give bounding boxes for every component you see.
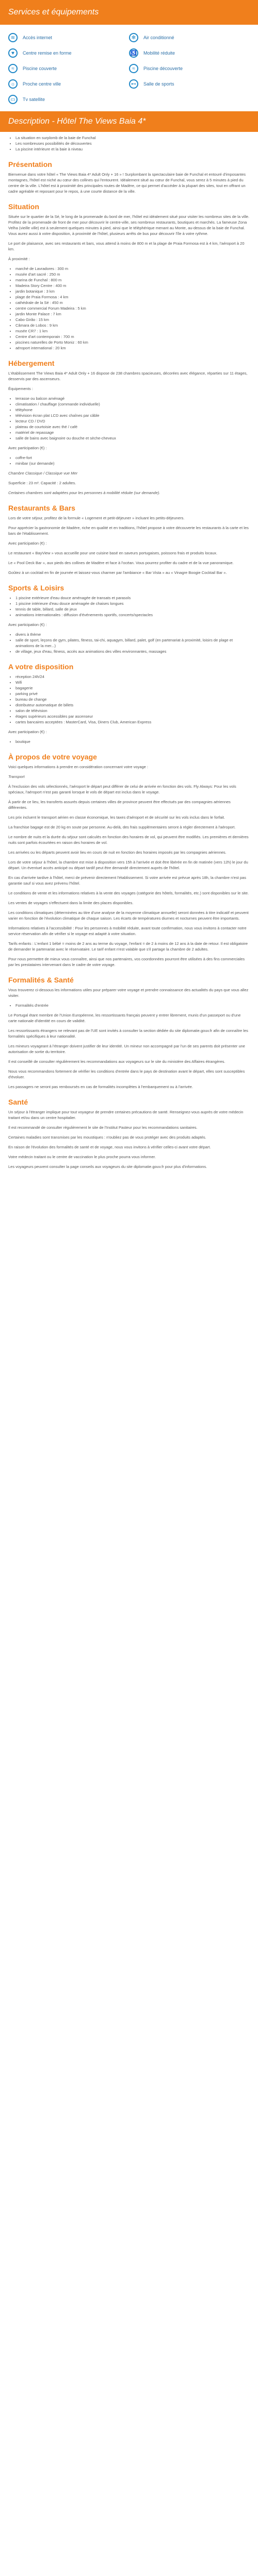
equip-intro: Équipements : <box>8 386 33 391</box>
amenity-label: Centre remise en forme <box>23 50 72 56</box>
disposition-item: • cartes bancaires acceptées : MasterCard, Visa, Diners Club, American Express <box>15 719 250 725</box>
nearby-item: • musée d'art sacré : 250 m <box>15 272 250 277</box>
restaurants-text: Lors de votre séjour, profitez de la formule « Logement et petit-déjeuner » incluant les petits-déjeuners. <box>8 516 185 520</box>
presentation-title: Présentation <box>8 160 52 168</box>
formalites-text-5: Il est conseillé de consulter régulièrement les recommandations aux voyageurs sur le site du ministère des Affaires étrangères. <box>8 1059 225 1064</box>
presentation-text: Bienvenue dans votre hôtel « The Views Baia 4* Adult Only + 16 » ! Surplombant la spectaculaire baie de Funchal et entouré d'imposantes montagnes, l'hôtel est niché au cœur des collines qui l'entourent. Idéalement situé au cœur de Funchal, vous serez à 5 minutes à pied du centre de la ville. L'hôtel est à proximité des principales routes de Madère, ce qui permet d'accéder à la plupart des sites, tout en offrant un cadre agréable et reposant pour le repos, à une courte distance de la ville. <box>8 172 246 194</box>
restaurants-text-4: Le « Pool Deck Bar », aux pieds des collines de Madère et face à l'océan. Vous pourrez profiter du cadre et de la vue panoramique. <box>8 561 234 565</box>
nearby-item: • aéroport international : 20 km <box>15 345 250 351</box>
amenity-item <box>129 30 250 45</box>
restaurants-text-2: Pour apprécier la gastronomie de Madère, riche en qualité et en traditions, l'hôtel propose à votre découverte les restaurants à la carte et les bars de l'établissement. <box>8 526 249 536</box>
transport-title: Transport <box>8 774 25 779</box>
supplement-item: • coffre-fort <box>15 455 250 461</box>
nearby-list <box>8 266 250 351</box>
nearby-item: • marché de Lavradores : 300 m <box>15 266 250 272</box>
amenity-item <box>8 45 129 61</box>
equipment-item: • téléphone <box>15 407 250 413</box>
disposition-supp-item: • boutique <box>15 739 250 744</box>
sante-text-3: Certaines maladies sont transmises par les moustiques : n'oubliez pas de vous protéger avec des produits adaptés. <box>8 1135 206 1140</box>
sports-title: Sports & Loisirs <box>8 584 64 592</box>
sports-supp-list <box>8 632 250 654</box>
equipment-item: • télévision écran plat LCD avec chaînes par câble <box>15 413 250 418</box>
wifi-icon: ≋ <box>8 33 18 42</box>
formalites-item: • Formalités d'entrée <box>15 1003 250 1008</box>
equipment-item: • terrasse ou balcon aménagé <box>15 396 250 401</box>
apropos-text-12: Les conditions climatiques (déterminées au titre d'une analyse de la moyenne climatique annuelle) seront données à titre indicatif et peuvent varier en fonction de l'évolution climatique de chaque saison. Les écarts de températures diurnes et nocturnes peuvent être importants. <box>8 910 249 921</box>
nearby-item: • plage de Praia Formosa : 4 km <box>15 294 250 300</box>
amenity-label: Air conditionné <box>143 35 174 40</box>
equipment-item: • salle de bains avec baignoire ou douche et sèche-cheveux <box>15 435 250 441</box>
apropos-text-9: En cas d'arrivée tardive à l'hôtel, merci de prévenir directement l'établissement. Si votre arrivée est prévue après 18h, la chambre n'est pas garantie sauf si vous avez prévenu l'hôtel. <box>8 875 246 886</box>
highlight-item: • La situation en surplomb de la baie de Funchal <box>15 135 250 141</box>
nearby-item: • piscines naturelles de Porto Moniz : 60 km <box>15 340 250 345</box>
sports-list <box>8 595 250 618</box>
sport-item: • animations internationales : diffusion d'événements sportifs, concerts/spectacles <box>15 612 250 618</box>
equipment-item: • lecteur CD / DVD <box>15 418 250 424</box>
room-equipment-list <box>8 396 250 441</box>
nearby-item: • Centre d'art contemporain : 700 m <box>15 334 250 340</box>
amenity-label: Accès internet <box>23 35 53 40</box>
amenity-item <box>8 76 129 92</box>
amenity-label: Piscine découverte <box>143 66 183 71</box>
disposition-item: • Wifi <box>15 680 250 685</box>
supplement-item: • minibar (sur demande) <box>15 461 250 466</box>
apropos-text-3: À partir de ce lieu, les transferts assurés depuis certaines villes de province peuvent être effectués par des compagnies aériennes différentes. <box>8 800 231 810</box>
nearby-item: • marina de Funchal : 800 m <box>15 277 250 283</box>
amenity-item <box>129 61 250 76</box>
situation-title: Situation <box>8 202 39 211</box>
disposition-item: • réception 24h/24 <box>15 674 250 680</box>
pool-icon: ≈ <box>129 64 138 73</box>
disposition-list <box>8 674 250 725</box>
disposition-item: • étages supérieurs accessibles par ascenseur <box>15 714 250 719</box>
description-title: Description - Hôtel The Views Baia 4* <box>0 111 258 132</box>
sport-supp-item: • de village, jeux d'eau, fitness, accès aux animations des villes environnantes, massages <box>15 649 250 654</box>
formalites-text-6: Nous vous recommandons fortement de vérifier les conditions d'entrée dans le pays de destination avant le départ, elles sont susceptibles d'évoluer. <box>8 1069 245 1079</box>
nearby-item: • Madeira Story Centre : 400 m <box>15 283 250 289</box>
pool-icon: ≈ <box>8 64 18 73</box>
sante-text-2: Il est recommandé de consulter régulièrement le site de l'Institut Pasteur pour les recommandations sanitaires. <box>8 1125 198 1130</box>
sports-supp: Avec participation (€) : <box>8 622 47 627</box>
apropos-text-10: Le conditions de vente et les informations relatives à la vente des voyages (catégorie des hôtels, formalités, etc.) sont disponibles sur le site. <box>8 891 249 895</box>
situation-text: Située sur le quartier de la Sé, le long de la promenade du bord de mer, l'hôtel est idéalement situé pour visiter les nombreux sites de la ville. Profitez de la promenade de front de mer pour découvrir le centre-ville, ses nombreux restaurants, boutiques et marchés. La fameuse Zona Velha (vieille ville) est à seulement quelques minutes à pied, ainsi que le téléphérique menant au Monte, au-dessus de la baie de Funchal. Vous aurez aussi à votre disposition, à proximité de l'hôtel, plusieurs arrêts de bus pour découvrir l'île à votre rythme. <box>8 214 250 236</box>
disposition-supp: Avec participation (€) : <box>8 730 47 734</box>
formalites-text-2: Le Portugal étant membre de l'Union Européenne, les ressortissants français peuvent y entrer librement, munis d'un passeport ou d'une carte nationale d'identité en cours de validité. <box>8 1013 241 1023</box>
amenity-label: Tv satellite <box>23 97 45 102</box>
disposition-item: • parking privé <box>15 691 250 697</box>
apropos-text-5: La franchise bagage est de 20 kg en soute par personne. Au-delà, des frais supplémentaires seront à régler directement à l'aéroport. <box>8 825 236 829</box>
apropos-text-2: À l'exclusion des vols sélectionnés, l'aéroport le départ peut différer de celui de arrivée en fonction des vols. Fly Always: Pour les vols spéciaux, l'aéroport n'est pas garanti lorsque le vols de départ est inclus dans le voyage. <box>8 784 236 794</box>
equipment-item: • matériel de repassage <box>15 430 250 435</box>
apropos-text-11: Les ventes de voyages s'effectuent dans la limite des places disponibles. <box>8 901 134 905</box>
restaurants-title: Restaurants & Bars <box>8 504 75 512</box>
apropos-text-13: Informations relatives à l'accessibilité : Pour les personnes à mobilité réduite, avant toute confirmation, nous vous invitons à contacter notre service réservation afin de vérifier si le voyage est adapté à votre situation. <box>8 926 247 936</box>
disposition-item: • bureau de change <box>15 697 250 702</box>
amenity-item <box>8 61 129 76</box>
sante-text-6: Les voyageurs peuvent consulter la page conseils aux voyageurs du site diplomatie.gouv.fr pour plus d'informations. <box>8 1164 207 1169</box>
sport-supp-item: • salle de sport, leçons de gym, pilates, fitness, tai-chi, aquagym, billard, palet, golf (en partenariat à proximité, loisirs de plage et animations de la mer...) <box>15 637 250 649</box>
apropos-text: Voici quelques informations à prendre en considération concernant votre voyage : <box>8 765 148 769</box>
beach-icon: ☼ <box>8 79 18 89</box>
nearby-item: • centre commercial Forum Madeira : 5 km <box>15 306 250 311</box>
nearby-item: • jardin botanique : 3 km <box>15 289 250 294</box>
sport-item: • 1 piscine extérieure d'eau douce aménagée de transats et parasols <box>15 595 250 601</box>
amenity-item <box>8 30 129 45</box>
amenity-label: Salle de sports <box>143 81 174 87</box>
nearby-item: • Câmara de Lobos : 9 km <box>15 323 250 328</box>
equipment-item: • climatisation / chauffage (commande individuelle) <box>15 401 250 407</box>
fitness-icon: ♥ <box>8 48 18 58</box>
highlight-item: • La piscine intérieure et la baie à niveau <box>15 146 250 152</box>
formalites-text-4: Les mineurs voyageant à l'étranger doivent justifier de leur identité. Un mineur non accompagné par l'un de ses parents doit présenter une autorisation de sortie du territoire. <box>8 1044 245 1054</box>
sport-item: • tennis de table, billard, salle de jeux <box>15 606 250 612</box>
description-section <box>0 132 258 1170</box>
sante-text: Un séjour à l'étranger implique pour tout voyageur de prendre certaines précautions de santé. Renseignez-vous auprès de votre médecin traitant et/ou dans un centre hospitalier. <box>8 1110 244 1120</box>
nearby-item: • musée CR7 : 1 km <box>15 328 250 334</box>
situation-text-2: Le port de plaisance, avec ses restaurants et bars, vous attend à moins de 800 m et la plage de Praia Formosa est à 4 km, l'aéroport à 20 km. <box>8 241 245 251</box>
amenity-label: Mobilité réduite <box>143 50 175 56</box>
snowflake-icon: ✻ <box>129 33 138 42</box>
dumbbell-icon: ⊷ <box>129 79 138 89</box>
nearby-item: • jardin Monte Palace : 7 km <box>15 311 250 317</box>
formalites-list <box>8 1003 250 1008</box>
disposition-item: • distributeur automatique de billets <box>15 702 250 708</box>
room-supplement-list <box>8 455 250 466</box>
restaurants-text-3: Le restaurant « BayView » vous accueille pour une cuisine basé en saveurs portugaises, poissons frais et produits locaux. <box>8 551 218 555</box>
disposition-item: • salon de télévision <box>15 708 250 714</box>
restaurants-text-5: Goûtez à un cocktail en fin de journée et laissez-vous charmer par l'ambiance « Bar Vista » au « Vinagre Boogie Cocktail Bar ». <box>8 570 227 575</box>
wheelchair-icon: ♿ <box>129 48 138 58</box>
rooms-type: Chambre Classique / Classique vue Mer <box>8 471 78 476</box>
services-title: Services et équipements <box>0 0 258 25</box>
sante-text-4: En raison de l'évolution des formalités de santé et de voyage, nous vous invitons à vérifier celles-ci avant votre départ. <box>8 1145 211 1149</box>
hebergement-title: Hébergement <box>8 359 55 367</box>
formalites-text-3: Les ressortissants étrangers ne relevant pas de l'UE sont invités à consulter la section dédiée du site diplomatie.gouv.fr afin de connaître les formalités spécifiques à leur nationalité. <box>8 1028 248 1039</box>
amenity-label: Piscine couverte <box>23 66 57 71</box>
rooms-detail: Superficie : 23 m². Capacité : 2 adultes. <box>8 481 76 485</box>
supp-intro: Avec participation (€) : <box>8 446 47 450</box>
formalites-title: Formalités & Santé <box>8 976 74 984</box>
apropos-text-15: Pour nous permettre de mieux vous connaître, ainsi que nos partenaires, vos coordonnées pourront être utilisées à des fins commerciales par les prestataires intervenant dans le cadre de votre voyage. <box>8 957 245 967</box>
disposition-title: A votre disposition <box>8 663 74 671</box>
apropos-title: À propos de votre voyage <box>8 753 97 761</box>
apropos-text-8: Lors de votre séjour à l'hôtel, la chambre est mise à disposition vers 15h à l'arrivée et doit être libérée en fin de matinée (vers 12h) le jour du départ. Un éventuel accès anticipé ou départ tardif peut être demandé directement auprès de l'hôtel. <box>8 860 248 870</box>
sport-item: • 1 piscine intérieure d'eau douce aménagée de chaises longues <box>15 601 250 606</box>
tv-icon: ▭ <box>8 95 18 104</box>
equipment-item: • plateau de courtoisie avec thé / café <box>15 424 250 430</box>
rooms-note: Certaines chambres sont adaptées pour les personnes à mobilité réduite (sur demande). <box>8 490 160 495</box>
apropos-text-14: Tarifs enfants : L'enfant 1 bébé = moins de 2 ans au terme du voyage, l'enfant = de 2 à moins de 12 ans à la date de retour. Il est obligatoire de demander le partenariat avec le réservataire. Le tarif enfant n'est valable que s'il partage la chambre de 2 adultes. <box>8 941 248 952</box>
apropos-text-7: Les arrivées ou les départs peuvent avoir lieu en cours de nuit en fonction des horaires imposés par les compagnies aériennes. <box>8 850 227 855</box>
amenity-item <box>8 92 129 107</box>
apropos-text-6: Le nombre de nuits et la durée du séjour sont calculés en fonction des horaires de vol, qui peuvent être modifiés. Les premières et dernières nuits sont parfois écourtées en raison des horaires de vol. <box>8 835 249 845</box>
page <box>0 0 258 1170</box>
nearby-intro: À proximité : <box>8 257 30 261</box>
formalites-text: Vous trouverez ci-dessous les informations utiles pour préparer votre voyage et prendre connaissance des actualités du pays que vous allez visiter. <box>8 988 249 998</box>
sport-supp-item: • divers à thème <box>15 632 250 637</box>
sante-title: Santé <box>8 1098 28 1106</box>
disposition-item: • bagagerie <box>15 685 250 691</box>
highlights-list <box>8 135 250 152</box>
disposition-supp-list <box>8 739 250 744</box>
amenity-item <box>129 76 250 92</box>
formalites-text-7: Les passagers ne seront pas remboursés en cas de formalités incomplètes à l'embarquement ou à l'arrivée. <box>8 1084 194 1089</box>
nearby-item: • cathédrale de la Sé : 450 m <box>15 300 250 306</box>
amenities-list <box>0 25 258 111</box>
hebergement-text: L'établissement The Views Baia 4* Adult Only + 16 dispose de 238 chambres spacieuses, décorées avec élégance, réparties sur 11 étages, desservis par des ascenseurs. <box>8 371 248 381</box>
sante-text-5: Votre médecin traitant ou le centre de vaccination le plus proche pourra vous informer. <box>8 1155 156 1159</box>
restaurants-supp: Avec participation (€) : <box>8 541 47 546</box>
amenity-item <box>129 45 250 61</box>
highlight-item: • Les nombreuses possibilités de découvertes <box>15 141 250 146</box>
nearby-item: • Cabo Girão : 15 km <box>15 317 250 323</box>
amenity-label: Proche centre ville <box>23 81 61 87</box>
apropos-text-4: Les prix incluent le transport aérien en classe économique, les taxes d'aéroport et de sécurité sur les vols inclus dans le forfait. <box>8 815 225 820</box>
